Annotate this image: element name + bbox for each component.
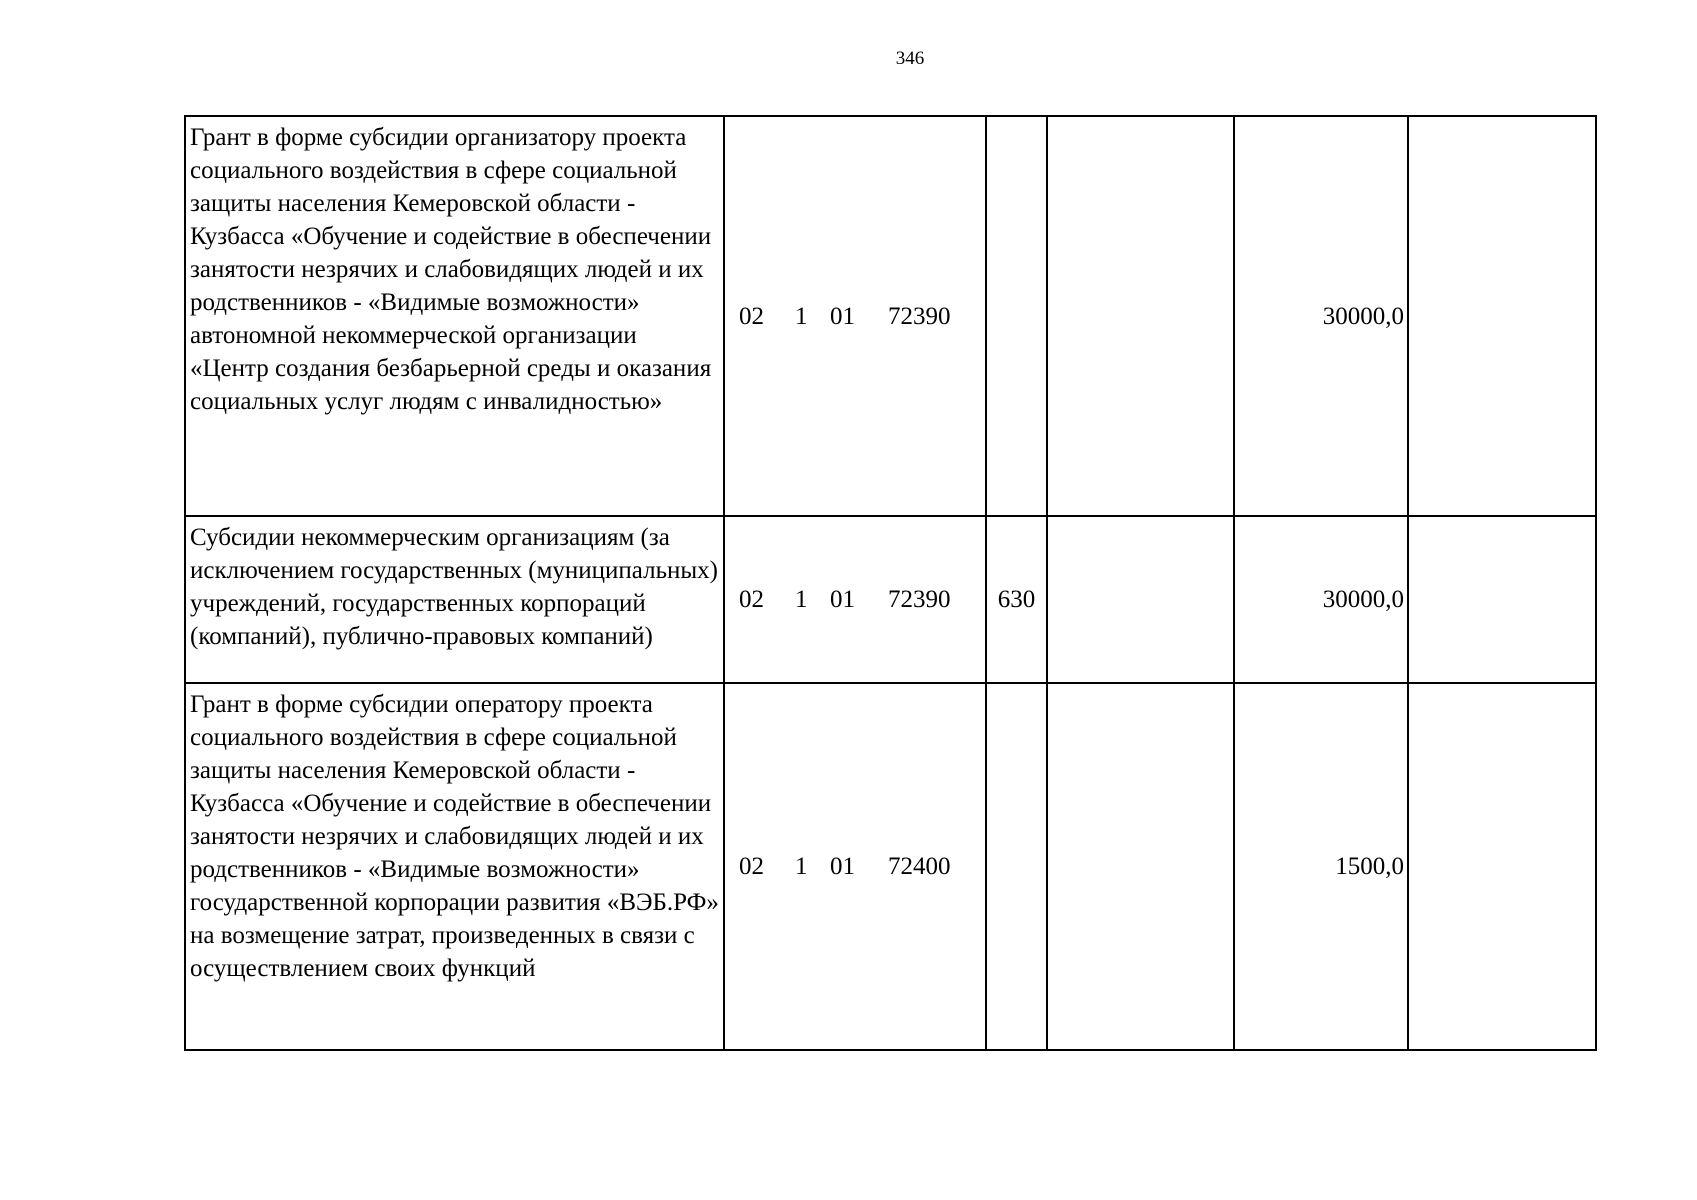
expense-direction-code: 72390 [888, 586, 951, 613]
amount-cell: 30000,0 [1234, 516, 1408, 683]
expense-type-cell [986, 116, 1047, 516]
classification-code-cell [724, 683, 986, 1050]
expense-direction-code: 72390 [888, 302, 951, 330]
table-row [185, 116, 1596, 516]
table-row [185, 516, 1596, 683]
page-number: 346 [895, 48, 925, 69]
subprogram-code: 1 [795, 302, 808, 330]
classification-code-cell [724, 116, 986, 516]
budget-table [184, 115, 1597, 1051]
empty-cell [1047, 116, 1234, 516]
subprogram-code: 1 [795, 853, 808, 880]
main-activity-code: 01 [830, 302, 855, 330]
row-name-cell: Грант в форме субсидии организатору проекта социального воздействия в сфере социальной защиты населения Кемеровской области - Кузбасса «Обучение и содействие в обеспечении занятости незрячих и слабовидящих людей и их родственников - «Видимые возможности» автономной некоммерческой организации «Центр создания безбарьерной среды и оказания социальных услуг людям с инвалидностью» [185, 116, 724, 516]
amount-cell: 30000,0 [1234, 116, 1408, 516]
empty-cell [1408, 516, 1596, 683]
amount-cell: 1500,0 [1234, 683, 1408, 1050]
table-row [185, 683, 1596, 1050]
empty-cell [1408, 116, 1596, 516]
empty-cell [1047, 683, 1234, 1050]
program-code: 02 [739, 302, 764, 330]
expense-type-cell: 630 [986, 516, 1047, 683]
row-name-cell: Грант в форме субсидии оператору проекта социального воздействия в сфере социальной защиты населения Кемеровской области - Кузбасса «Обучение и содействие в обеспечении занятости незрячих и слабовидящих людей и их родственников - «Видимые возможности» государственной корпорации развития «ВЭБ.РФ» на возмещение затрат, произведенных в связи с осуществлением своих функций [185, 683, 724, 1050]
expense-direction-code: 72400 [888, 853, 951, 880]
main-activity-code: 01 [830, 586, 855, 613]
subprogram-code: 1 [795, 586, 808, 613]
empty-cell [1408, 683, 1596, 1050]
program-code: 02 [739, 586, 764, 613]
classification-code-cell [724, 516, 986, 683]
program-code: 02 [739, 853, 764, 880]
empty-cell [1047, 516, 1234, 683]
row-name-cell: Субсидии некоммерческим организациям (за исключением государственных (муниципальных) учреждений, государственных корпораций (компаний), публично-правовых компаний) [185, 516, 724, 683]
main-activity-code: 01 [830, 853, 855, 880]
expense-type-cell [986, 683, 1047, 1050]
